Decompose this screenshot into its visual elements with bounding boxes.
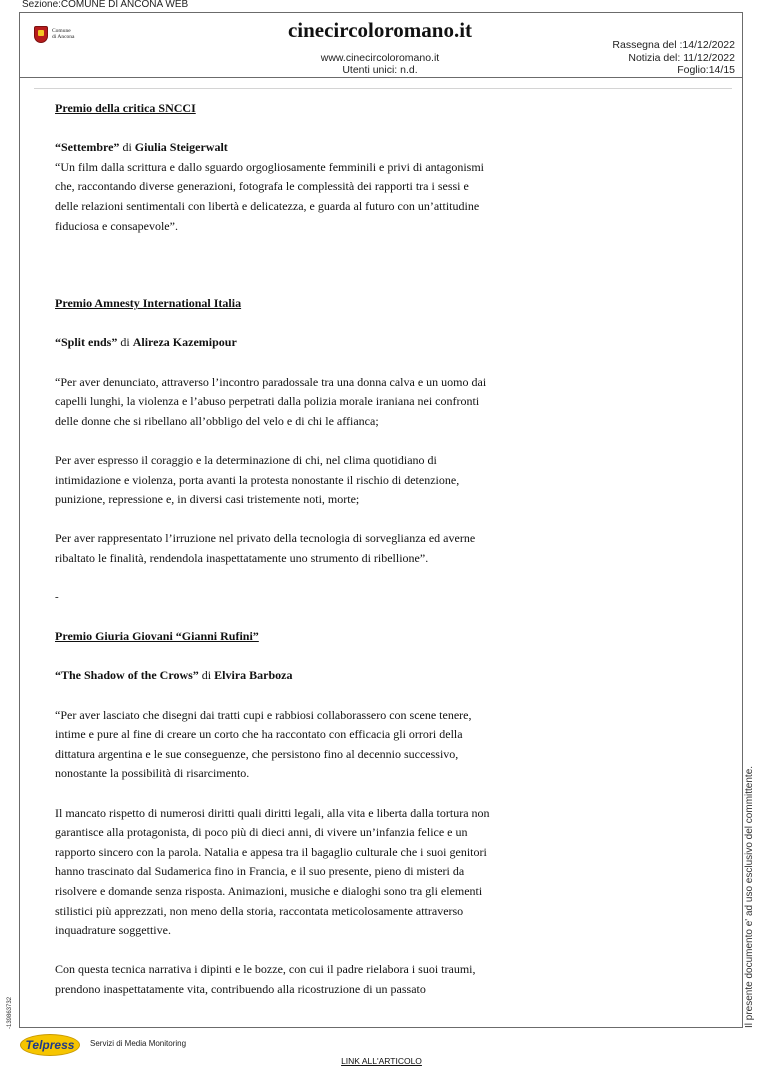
services-label: Servizi di Media Monitoring: [90, 1039, 187, 1048]
document-meta: [612, 39, 735, 77]
sheet-number: Foglio:14/15: [677, 64, 735, 76]
unique-users: Utenti unici: n.d.: [342, 64, 418, 76]
award-motivation: Per aver rappresentato l’irruzione nel privato della tecnologia di sorveglianza ed averne ribaltato le finalità, rendendola inaspettatamente uno strumento di ribellione”.: [55, 531, 476, 565]
award-motivation: Con questa tecnica narrativa i dipinti e le bozze, con cui il padre rielabora i suoi traumi, prendono inaspettatamente vita, contribuendo alla ricostruzione di un passato: [55, 962, 476, 996]
film-di: di: [119, 140, 135, 155]
separator-dash: -: [55, 591, 59, 604]
award-motivation: Per aver espresso il coraggio e la determinazione di chi, nel clima quotidiano di intimidazione e violenza, porta avanti la protesta nonostante il rischio di detenzione, punizione, repressione e, in diversi casi tristemente noti, morte;: [55, 452, 460, 507]
content-divider: [34, 88, 732, 89]
award-motivation: Il mancato rispetto di numerosi diritti quali diritti legali, alla vita e liberta dalla tortura non garantisce alla protagonista, di poco più di dieci anni, di vivere un’infanzia felice e un rapporto sincero con la parola. Natalia e appesa tra il bagaglio culturale che i suoi genitori hanno trascinato dal Sudamerica fino in Francia, e il suo presente, pieno di misteri da risolvere e domande senza risposta. Animazioni, musiche e dialoghi sono tra gli elementi stilistici più apprezzati, non meno della storia, raccontata meticolosamente attraverso inquadrature soggettive.: [55, 805, 490, 938]
section-label: Sezione:COMUNE DI ANCONA WEB: [22, 0, 189, 10]
award-motivation: “Un film dalla scrittura e dallo sguardo orgogliosamente femminili e privi di antagonismi che, raccontando diverse generazioni, fotografa le complessità dei rapporti tra i sessi e delle relazioni sentimentali con libertà e delicatezza, e guarda al futuro con un’attitudine fiduciosa e consapevole”.: [55, 159, 485, 233]
section-heading: Premio Giuria Giovani “Gianni Rufini”: [55, 629, 259, 644]
telpress-logo: [20, 1032, 82, 1058]
section-heading: Premio della critica SNCCI: [55, 101, 196, 115]
film-credit: [55, 333, 495, 353]
document-code: -139863732: [7, 996, 13, 1029]
film-director: Giulia Steigerwalt: [134, 140, 228, 155]
article-body: [55, 99, 495, 1000]
logo-text-line1: Comune: [52, 28, 71, 34]
logo-text-line2: di Ancona: [52, 34, 75, 40]
award-motivation: “Per aver lasciato che disegni dai tratti cupi e rabbiosi collaborassero con scene tenere, intime e pure al fine di creare un corto che ha raccontato con efficacia gli orrori della dittatura argentina e le sue conseguenze, che persistono fino al decennio successivo, nonostante la possibilità di risarcimento.: [55, 707, 472, 781]
usage-disclaimer: Il presente documento e' ad uso esclusivo del committente.: [744, 765, 755, 1028]
film-credit: [55, 138, 495, 158]
award-motivation: “Per aver denunciato, attraverso l’incontro paradossale tra una donna calva e un uomo dai capelli lunghi, la violenza e l’abuso perpetrati dalla polizia morale iraniana nei confronti delle donne che si ribellano all’obbligo del velo e di chi le affianca;: [55, 374, 487, 428]
telpress-wordmark: Telpress: [25, 1038, 75, 1052]
site-url: www.cinecircoloromano.it: [320, 52, 440, 64]
header-divider: [19, 77, 743, 78]
review-date: Rassegna del :14/12/2022: [612, 39, 735, 51]
section-heading: Premio Amnesty International Italia: [55, 296, 242, 311]
film-credit: [55, 666, 495, 686]
comune-logo: [34, 26, 94, 46]
film-director: Elvira Barboza: [214, 668, 293, 683]
film-director: Alireza Kazemipour: [132, 335, 237, 350]
film-di: di: [117, 335, 133, 350]
logo-text: [52, 28, 74, 40]
film-di: di: [198, 668, 215, 683]
site-title: cinecircoloromano.it: [287, 18, 473, 42]
film-title: “The Shadow of the Crows”: [55, 668, 199, 683]
crest-icon: [34, 26, 48, 43]
film-title: “Settembre”: [55, 140, 120, 155]
news-date: Notizia del: 11/12/2022: [628, 51, 735, 64]
article-link[interactable]: LINK ALL'ARTICOLO: [341, 1056, 422, 1066]
film-title: “Split ends”: [55, 335, 118, 350]
